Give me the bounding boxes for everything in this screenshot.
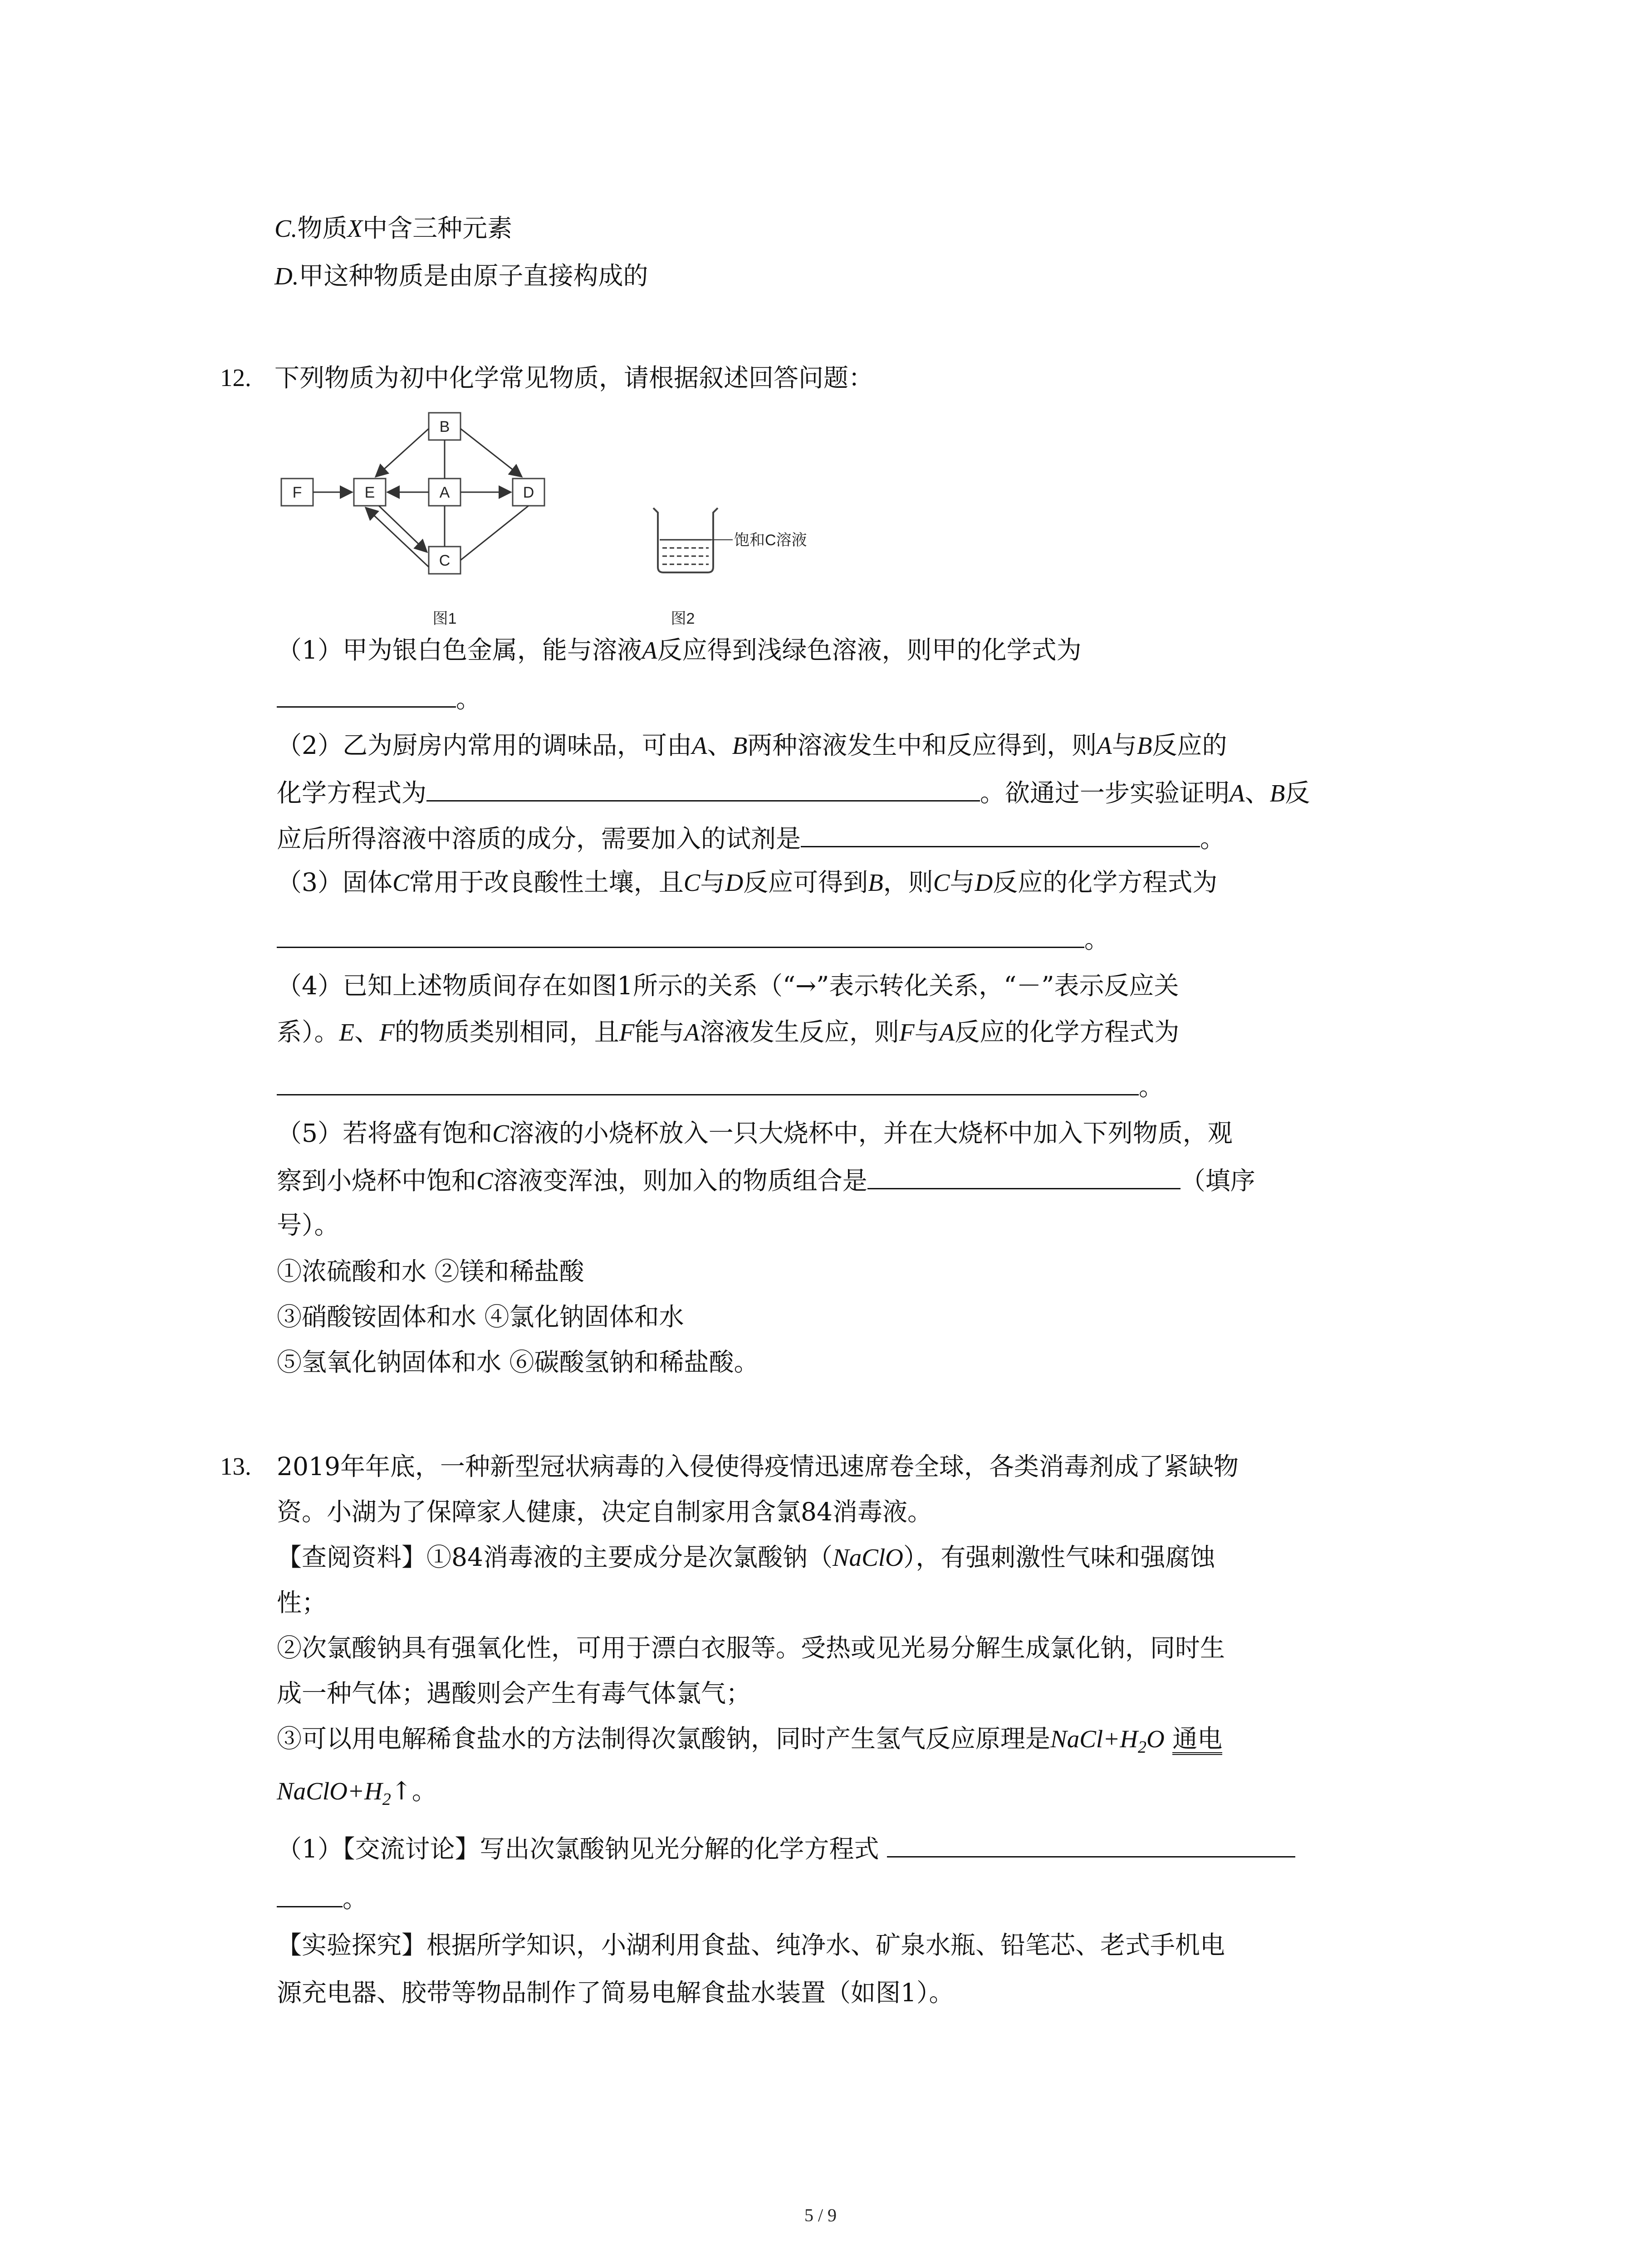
svg-text:B: B — [439, 418, 450, 435]
svg-text:D: D — [523, 484, 534, 501]
figure-2-caption: 图2 — [671, 610, 695, 627]
q13-line-6: 成一种气体；遇酸则会产生有毒气体氯气； — [277, 1679, 751, 1708]
choice-line-2: ③硝酸铵固体和水 ④氯化钠固体和水 — [277, 1302, 684, 1331]
answer-blank-5[interactable] — [277, 1070, 1139, 1095]
page-number: 5 / 9 — [804, 2205, 837, 2225]
part-2-line-2: 化学方程式为 。欲通过一步实验证明A、B反 — [277, 777, 1310, 808]
box-e — [354, 479, 386, 506]
q13-line-7: ③可以用电解稀食盐水的方法制得次氯酸钠，同时产生氢气反应原理是$NaCl+H_2O$ 通电 — [277, 1724, 1223, 1757]
part-4-line-1: （4）已知上述物质间存在如图1所示的关系（“→”表示转化关系，“－”表示反应关 — [277, 971, 1179, 1000]
q13-line-5: ②次氯酸钠具有强氧化性，可用于漂白衣服等。受热或见光易分解生成氯化钠，同时生 — [277, 1633, 1225, 1662]
line-d-c — [460, 506, 529, 560]
q13-line-4: 性； — [277, 1588, 327, 1617]
part-5-line-1: （5）若将盛有饱和C溶液的小烧杯放入一只大烧杯中，并在大烧杯中加入下列物质，观 — [277, 1119, 1233, 1148]
choice-line-1: ①浓硫酸和水 ②镁和稀盐酸 — [277, 1257, 584, 1286]
answer-blank-7[interactable] — [887, 1833, 1295, 1857]
part-3-line-1: （3）固体C常用于改良酸性土壤，且C与D反应可得到B，则C与D反应的化学方程式为 — [277, 868, 1218, 897]
q13-line-3: 【查阅资料】①84消毒液的主要成分是次氯酸钠（NaClO），有强刺激性气味和强腐蚀 — [277, 1543, 1215, 1572]
box-f — [281, 479, 313, 506]
option-d: D.甲这种物质是由原子直接构成的 — [274, 261, 648, 290]
part-5-line-3: 号）。 — [277, 1211, 339, 1240]
answer-blank-2[interactable] — [426, 777, 980, 802]
part-1-line-1: （1）甲为银白色金属，能与溶液A反应得到浅绿色溶液，则甲的化学式为 — [277, 635, 1082, 665]
question-12-stem: 下列物质为初中化学常见物质，请根据叙述回答问题： — [274, 363, 874, 392]
figure-relations-diagrams — [272, 404, 930, 640]
part-2-line-1: （2）乙为厨房内常用的调味品，可由A、B两种溶液发生中和反应得到，则A与B反应的 — [277, 731, 1227, 760]
solution-liquid — [660, 540, 711, 571]
q13-line-12: 源充电器、胶带等物品制作了简易电解食盐水装置（如图1）。 — [277, 1978, 954, 2007]
box-a — [429, 479, 460, 506]
part-2-line-3: 应后所得溶液中溶质的成分，需要加入的试剂是 。 — [277, 822, 1225, 854]
svg-text:C: C — [439, 552, 451, 569]
beaker-label: 饱和C溶液 — [734, 532, 807, 549]
box-c — [429, 547, 460, 574]
answer-blank-7-cont[interactable] — [277, 1882, 343, 1907]
figure-1-caption: 图1 — [432, 610, 457, 627]
question-number-13: 13. — [220, 1452, 251, 1480]
q13-line-11: 【实验探究】根据所学知识，小湖利用食盐、纯净水、矿泉水瓶、铅笔芯、老式手机电 — [277, 1931, 1225, 1960]
box-b — [429, 413, 460, 440]
question-number-12: 12. — [220, 364, 251, 391]
svg-text:A: A — [439, 484, 450, 501]
reaction-condition: 通电 — [1172, 1725, 1222, 1755]
answer-blank-4[interactable] — [277, 923, 1084, 948]
q13-line-8: $NaClO+H_2↑$。 — [277, 1776, 437, 1809]
q13-line-2: 资。小湖为了保障家人健康，决定自制家用含氯84消毒液。 — [277, 1497, 932, 1526]
arrow-b-to-e — [376, 429, 429, 477]
q13-line-9: （1）【交流讨论】写出次氯酸钠见光分解的化学方程式 — [277, 1833, 1295, 1864]
q13-line-10: 。 — [277, 1882, 367, 1914]
arrow-b-to-d — [460, 429, 522, 477]
part-1-line-2: 。 — [277, 683, 481, 714]
beaker-figure — [653, 508, 807, 572]
choice-line-3: ⑤氢氧化钠固体和水 ⑥碳酸氢钠和稀盐酸。 — [277, 1348, 759, 1377]
svg-text:F: F — [292, 484, 302, 501]
part-4-line-3: 。 — [277, 1070, 1164, 1102]
svg-text:E: E — [364, 484, 375, 501]
answer-blank-1[interactable] — [277, 683, 456, 708]
part-5-line-2: 察到小烧杯中饱和C溶液变浑浊，则加入的物质组合是 （填序 — [277, 1164, 1255, 1196]
answer-blank-3[interactable] — [801, 822, 1200, 847]
box-d — [513, 479, 544, 506]
option-c: C.物质X中含三种元素 — [274, 214, 513, 243]
arrow-e-to-c — [379, 506, 427, 552]
part-3-line-2: 。 — [277, 923, 1109, 954]
answer-blank-6[interactable] — [867, 1164, 1181, 1189]
part-4-line-2: 系）。E、F的物质类别相同，且F能与A溶液发生反应，则F与A反应的化学方程式为 — [277, 1017, 1180, 1046]
q13-line-1: 2019年年底，一种新型冠状病毒的入侵使得疫情迅速席卷全球，各类消毒剂成了紧缺物 — [277, 1452, 1239, 1481]
arrow-c-to-e — [366, 508, 429, 567]
